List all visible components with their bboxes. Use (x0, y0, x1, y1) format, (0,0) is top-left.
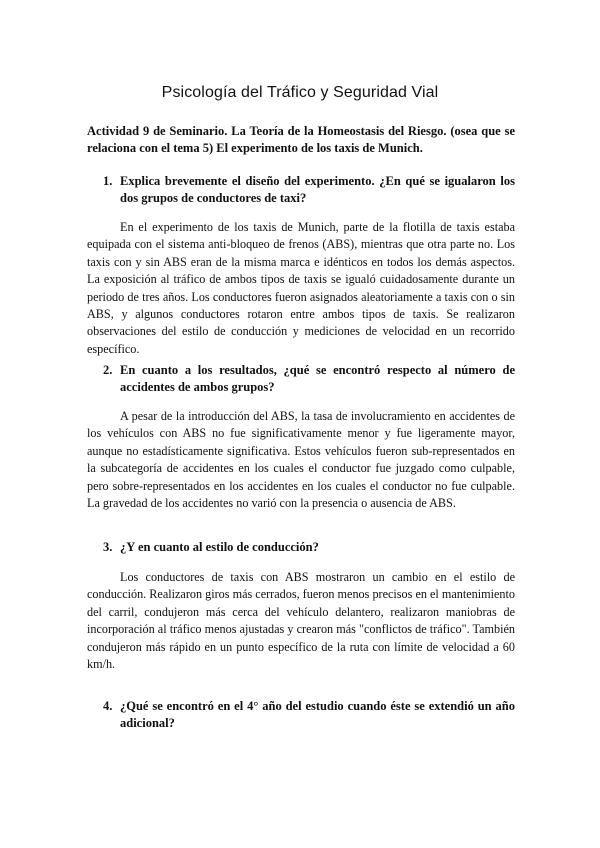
page-title: Psicología del Tráfico y Seguridad Vial (161, 84, 439, 101)
question-text: En cuanto a los resultados, ¿qué se encontró respecto al número de accidentes de ambos grupos? (120, 363, 515, 394)
activity-intro: Actividad 9 de Seminario. La Teoría de la Homeostasis del Riesgo. (osea que se relaciona con el tema 5) El experimento de los taxis de Munich. (87, 124, 515, 155)
question-number: 2. (103, 363, 113, 377)
question-number: 3. (103, 540, 113, 554)
question-3 (103, 539, 515, 556)
question-text: ¿Qué se encontró en el 4° año del estudio cuando éste se extendió un año adicional? (120, 699, 515, 730)
question-number: 1. (103, 174, 113, 188)
answer-3: Los conductores de taxis con ABS mostraron un cambio en el estilo de conducción. Realizaron giros más cerrados, fueron menos precisos en el mantenimiento del carril, condujeron más cerca del vehículo delantero, realizaron maniobras de incorporación al tráfico menos ajustadas y crearon más "conflictos de tráfico". También condujeron más rápido en un punto específico de la ruta con límite de velocidad a 60 km/h. (87, 570, 515, 672)
question-text: ¿Y en cuanto al estilo de conducción? (120, 540, 319, 554)
question-2 (103, 362, 515, 396)
question-4 (103, 698, 515, 732)
answer-2: A pesar de la introducción del ABS, la tasa de involucramiento en accidentes de los vehículos con ABS no fue significativamente menor y fue ligeramente mayor, aunque no estadísticamente significativa. Estos vehículos fueron sub-representados en la subcategoría de accidentes en los cuales el conductor fue juzgado como culpable, pero sobre-representados en los accidentes en los cuales el conductor no fue culpable. La gravedad de los accidentes no varió con la presencia o ausencia de ABS. (87, 409, 515, 511)
question-text: Explica brevemente el diseño del experimento. ¿En qué se igualaron los dos grupos de conductores de taxi? (120, 174, 515, 205)
answer-1: En el experimento de los taxis de Munich, parte de la flotilla de taxis estaba equipada con el sistema anti-bloqueo de frenos (ABS), mientras que otra parte no. Los taxis con y sin ABS eran de la misma marca e idénticos en todos los demás aspectos. La exposición al tráfico de ambos tipos de taxis se igualó cuidadosamente durante un periodo de tres años. Los conductores fueron asignados aleatoriamente a taxis con o sin ABS, y algunos conductores rotaron entre ambos tipos de taxis. Se realizaron observaciones del estilo de conducción y mediciones de velocidad en un recorrido específico. (87, 220, 515, 356)
question-number: 4. (103, 699, 113, 713)
question-1 (103, 173, 515, 207)
